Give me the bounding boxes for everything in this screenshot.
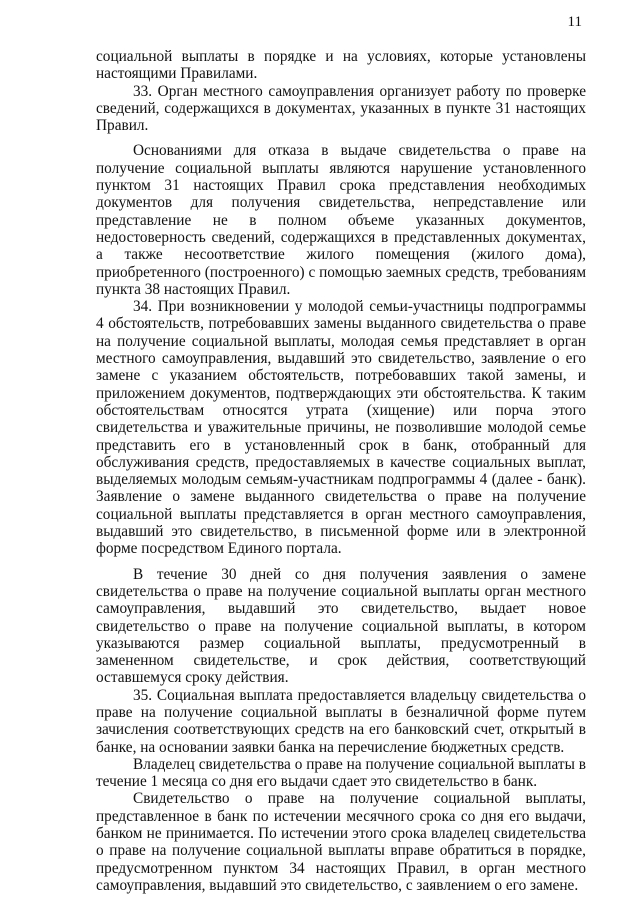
- paragraph-item-35: 35. Социальная выплата предоставляется владельцу свидетельства о праве на получение социальной выплаты в безналичной форме путем зачисления соответствующих средств на его банковский счет, открытый в банке, на основании заявки банка на перечисление бюджетных средств.: [96, 686, 586, 756]
- paragraph-refusal-grounds: Основаниями для отказа в выдаче свидетельства о праве на получение социальной выплаты являются нарушение установленного пунктом 31 настоящих Правил срока представления необходимых документов для получения свидетельства, непредставление или представление не в полном объеме указанных документов, недостоверность сведений, содержащихся в представленных документах, а также несоответствие жилого помещения (жилого дома), приобретенного (построенного) с помощью заемных средств, требованиям пункта 38 настоящих Правил.: [96, 142, 587, 298]
- paragraph-expired-certificate: Свидетельство о праве на получение социальной выплаты, представленное в банк по истечении месячного срока со дня его выдачи, банком не принимается. По истечении этого срока владелец свидетельства о праве на получение социальной выплаты вправе обратиться в порядке, предусмотренном пунктом 34 настоящих Правил, в орган местного самоуправления, выдавший это свидетельство, с заявлением о его замене.: [96, 790, 586, 894]
- paragraph-certificate-submission: Владелец свидетельства о праве на получение социальной выплаты в течение 1 месяца со дня его выдачи сдает это свидетельство в банк.: [96, 755, 586, 791]
- paragraph-item-34: 34. При возникновении у молодой семьи-участницы подпрограммы 4 обстоятельств, потребовавших замены выданного свидетельства о праве на получение социальной выплаты, молодая семья представляет в орган местного самоуправления, выдавший это свидетельство, заявление о его замене с указанием обстоятельств, потребовавших такой замены, и приложением документов, подтверждающих эти обстоятельства. К таким обстоятельствам относятся утрата (хищение) или порча этого свидетельства и уважительные причины, не позволившие молодой семье представить его в установленный срок в банк, отобранный для обслуживания средств, предоставляемых в качестве социальных выплат, выделяемых молодым семьям-участникам подпрограммы 4 (далее - банк). Заявление о замене выданного свидетельства о праве на получение социальной выплаты представляется в орган местного самоуправления, выдавший это свидетельство, в письменной форме или в электронной форме посредством Единого портала.: [96, 298, 586, 558]
- document-body: [96, 48, 586, 894]
- page-number: 11: [567, 14, 582, 30]
- paragraph-continuation: социальной выплаты в порядке и на условиях, которые установлены настоящими Правилами.: [96, 48, 586, 83]
- paragraph-item-33: 33. Орган местного самоуправления организует работу по проверке сведений, содержащихся в документах, указанных в пункте 31 настоящих Правил.: [96, 82, 586, 135]
- paragraph-replacement-term: В течение 30 дней со дня получения заявления о замене свидетельства о праве на получение социальной выплаты орган местного самоуправления, выдавший это свидетельство, выдает новое свидетельство о праве на получение социальной выплаты, в котором указываются размер социальной выплаты, предусмотренный в замененном свидетельстве, и срок действия, соответствующий оставшемуся сроку действия.: [96, 565, 586, 687]
